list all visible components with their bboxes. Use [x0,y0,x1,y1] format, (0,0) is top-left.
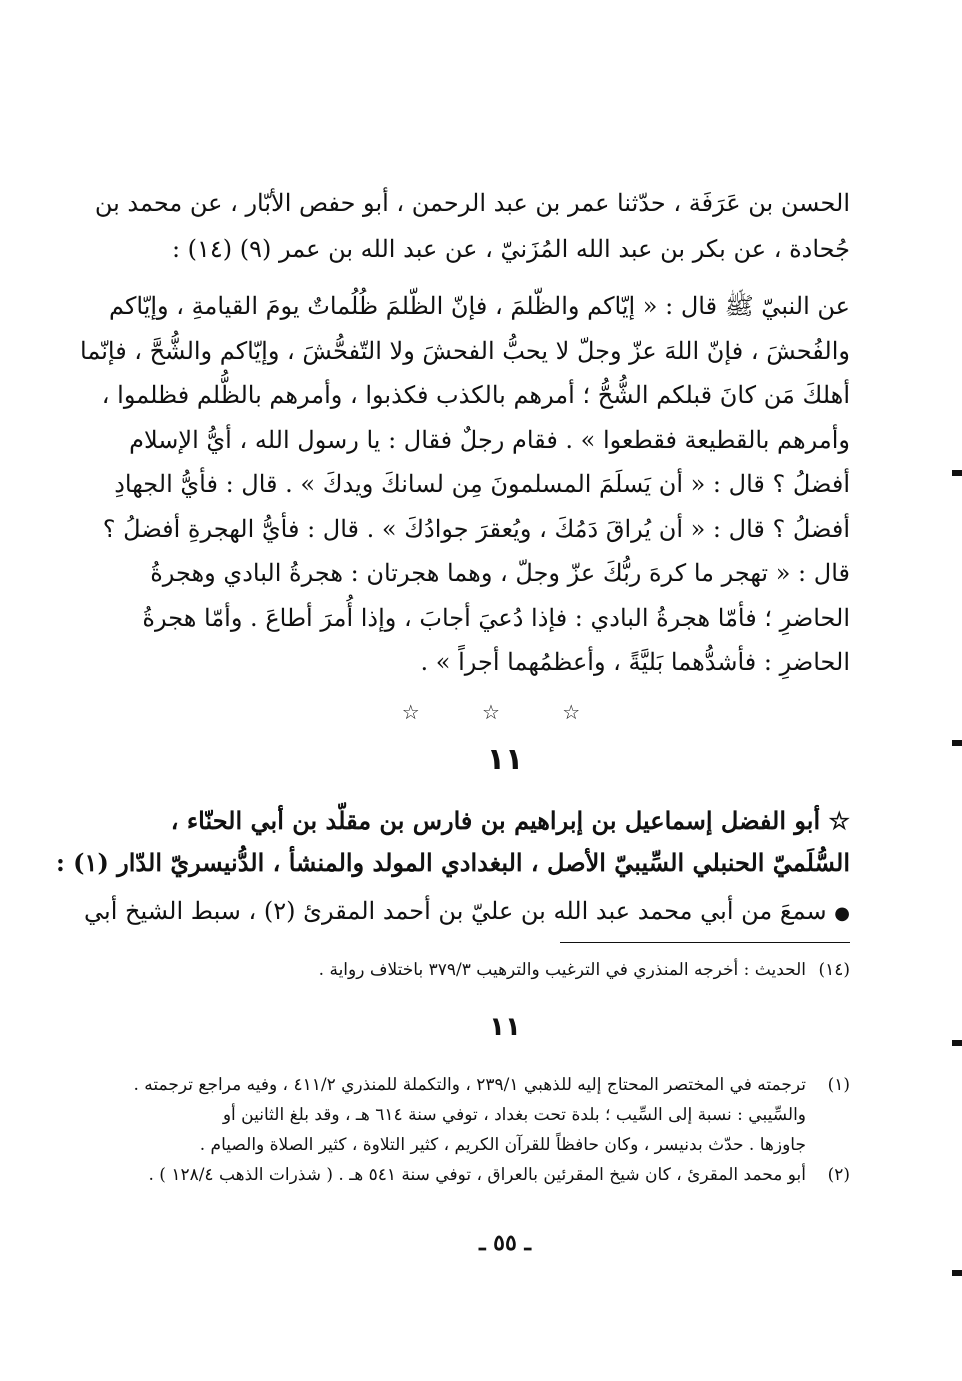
footnote-line: والسِّيبي : نسبة إلى السِّيب ؛ بلدة تحت بغداد ، توفي سنة ٦١٤ هـ ، وقد بلغ الثانين أو [222,1105,806,1125]
hadith-line: أفضلُ ؟ قال : « أن يُراقَ دَمُكَ ، ويُعقرَ جوادُكَ » . قال : فأيُّ الهجرةِ أفضلُ ؟ [102,514,850,543]
hadith-line: الحاضرِ ؛ فأمّا هجرةُ البادي : فإذا دُعيَ أجابَ ، وإذا أُمرَ أطاعَ . وأمّا هجرةُ [142,603,850,632]
hadith-line: والفُحشَ ، فإنّ اللهَ عزّ وجلّ لا يحبُّ الفحشَ ولا التّفحُّشَ ، وإيّاكم والشُّحَّ ، فإنّما [80,336,850,365]
scan-edge-mark [952,1040,962,1046]
intro-paragraph [94,180,850,272]
scan-edge-mark [952,470,962,476]
footnote-row [160,955,850,985]
footnote-line: ترجمته في المختصر المحتاج إليه للذهبي ٢٣٩/١ ، والتكملة للمنذري ٤١١/٢ ، وفيه مراجع ترجمته . [133,1075,806,1095]
footnote-row [148,1160,850,1190]
hadith-paragraph [80,284,850,685]
footnote-row [133,1070,850,1160]
biography-paragraph [84,890,850,935]
section-number-footnotes: ١١ [489,1012,521,1042]
bio-line [84,890,850,935]
section-number: ١١ [486,742,524,777]
hadith-line: أفضلُ ؟ قال : « أن يَسلَمَ المسلمونَ مِن لسانكَ ويدكَ » . قال : فأيُّ الجهادِ [114,470,850,498]
intro-line: الحسن بن عَرَفَة ، حدّثنا عمر بن عبد الرحمن ، أبو حفص الأبّار ، عن محمد بن [94,189,850,217]
footnote-14 [160,955,850,985]
footnote-body [148,1160,806,1190]
bio-text: سمعَ من أبي محمد عبد الله بن عليّ بن أحمد المقرئ (٢) ، سبط الشيخ أبي [84,897,827,925]
footnote-number: (٢) [827,1165,850,1185]
intro-line: جُحادة ، عن بكر بن عبد الله المُزَنيّ ، عن عبد الله بن عمر (٩) (١٤) : [171,235,850,263]
hadith-line: وأمرهم بالقطيعة فقطعوا » . فقام رجلٌ فقال : يا رسول الله ، أيُّ الإسلام [129,425,850,454]
hadith-line: قال : « تهجر ما كرهَ ربُّكَ عزّ وجلّ ، وهما هجرتان : هجرةُ البادي وهجرةُ [150,559,850,587]
bullet-icon: ● [834,903,850,924]
footnote-line: جاوزها . حدّث بدنيسر ، وكان حافظاً للقرآن الكريم ، كثير التلاوة ، كثير الصلاة والصيام . [199,1135,806,1155]
footnote-text: الحديث : أخرجه المنذري في الترغيب والترهيب ٣٧٩/٣ باختلاف رواية . [318,960,806,980]
footnote-line: أبو محمد المقرئ ، كان شيخ المقرئين بالعراق ، توفي سنة ٥٤١ هـ . ( شذرات الذهب ١٢٨/٤ ) . [148,1165,806,1185]
hadith-line: الحاضرِ : فأشدُّهما بَليَّةً ، وأعظمُهما أجراً » . [420,648,850,676]
footnote-number: (١٤) [818,960,850,980]
hadith-line: أهلكَ مَن كانَ قبلكم الشُّحُّ ؛ أمرهم بالكذب فكذبوا ، وأمرهم بالظُّلم فظلموا ، [101,381,850,409]
footnote-body [134,1070,807,1160]
footnote-separator [560,942,850,943]
scan-edge-mark [952,1270,962,1276]
footnote-number: (١) [827,1075,850,1095]
page-number: ـ ٥٥ ـ [479,1230,531,1256]
scan-edge-mark [952,740,962,746]
biography-heading [55,800,850,884]
hadith-line: عن النبيّ ﷺ قال : « إيّاكم والظّلمَ ، فإنّ الظّلمَ ظُلُماتٌ يومَ القيامةِ ، وإيّاكم [108,292,850,320]
section-divider-stars: ☆ ☆ ☆ [401,700,609,724]
footnotes-list [133,1070,850,1190]
heading-line: السُّلَميّ الحنبلي السِّيبيّ الأصل ، البغدادي المولد والمنشأ ، الدُّنيسريّ الدّار (١) : [55,848,850,877]
heading-line: ☆ أبو الفضل إسماعيل بن إبراهيم بن فارس بن مقلّد بن أبي الحنّاء ، [170,806,850,835]
